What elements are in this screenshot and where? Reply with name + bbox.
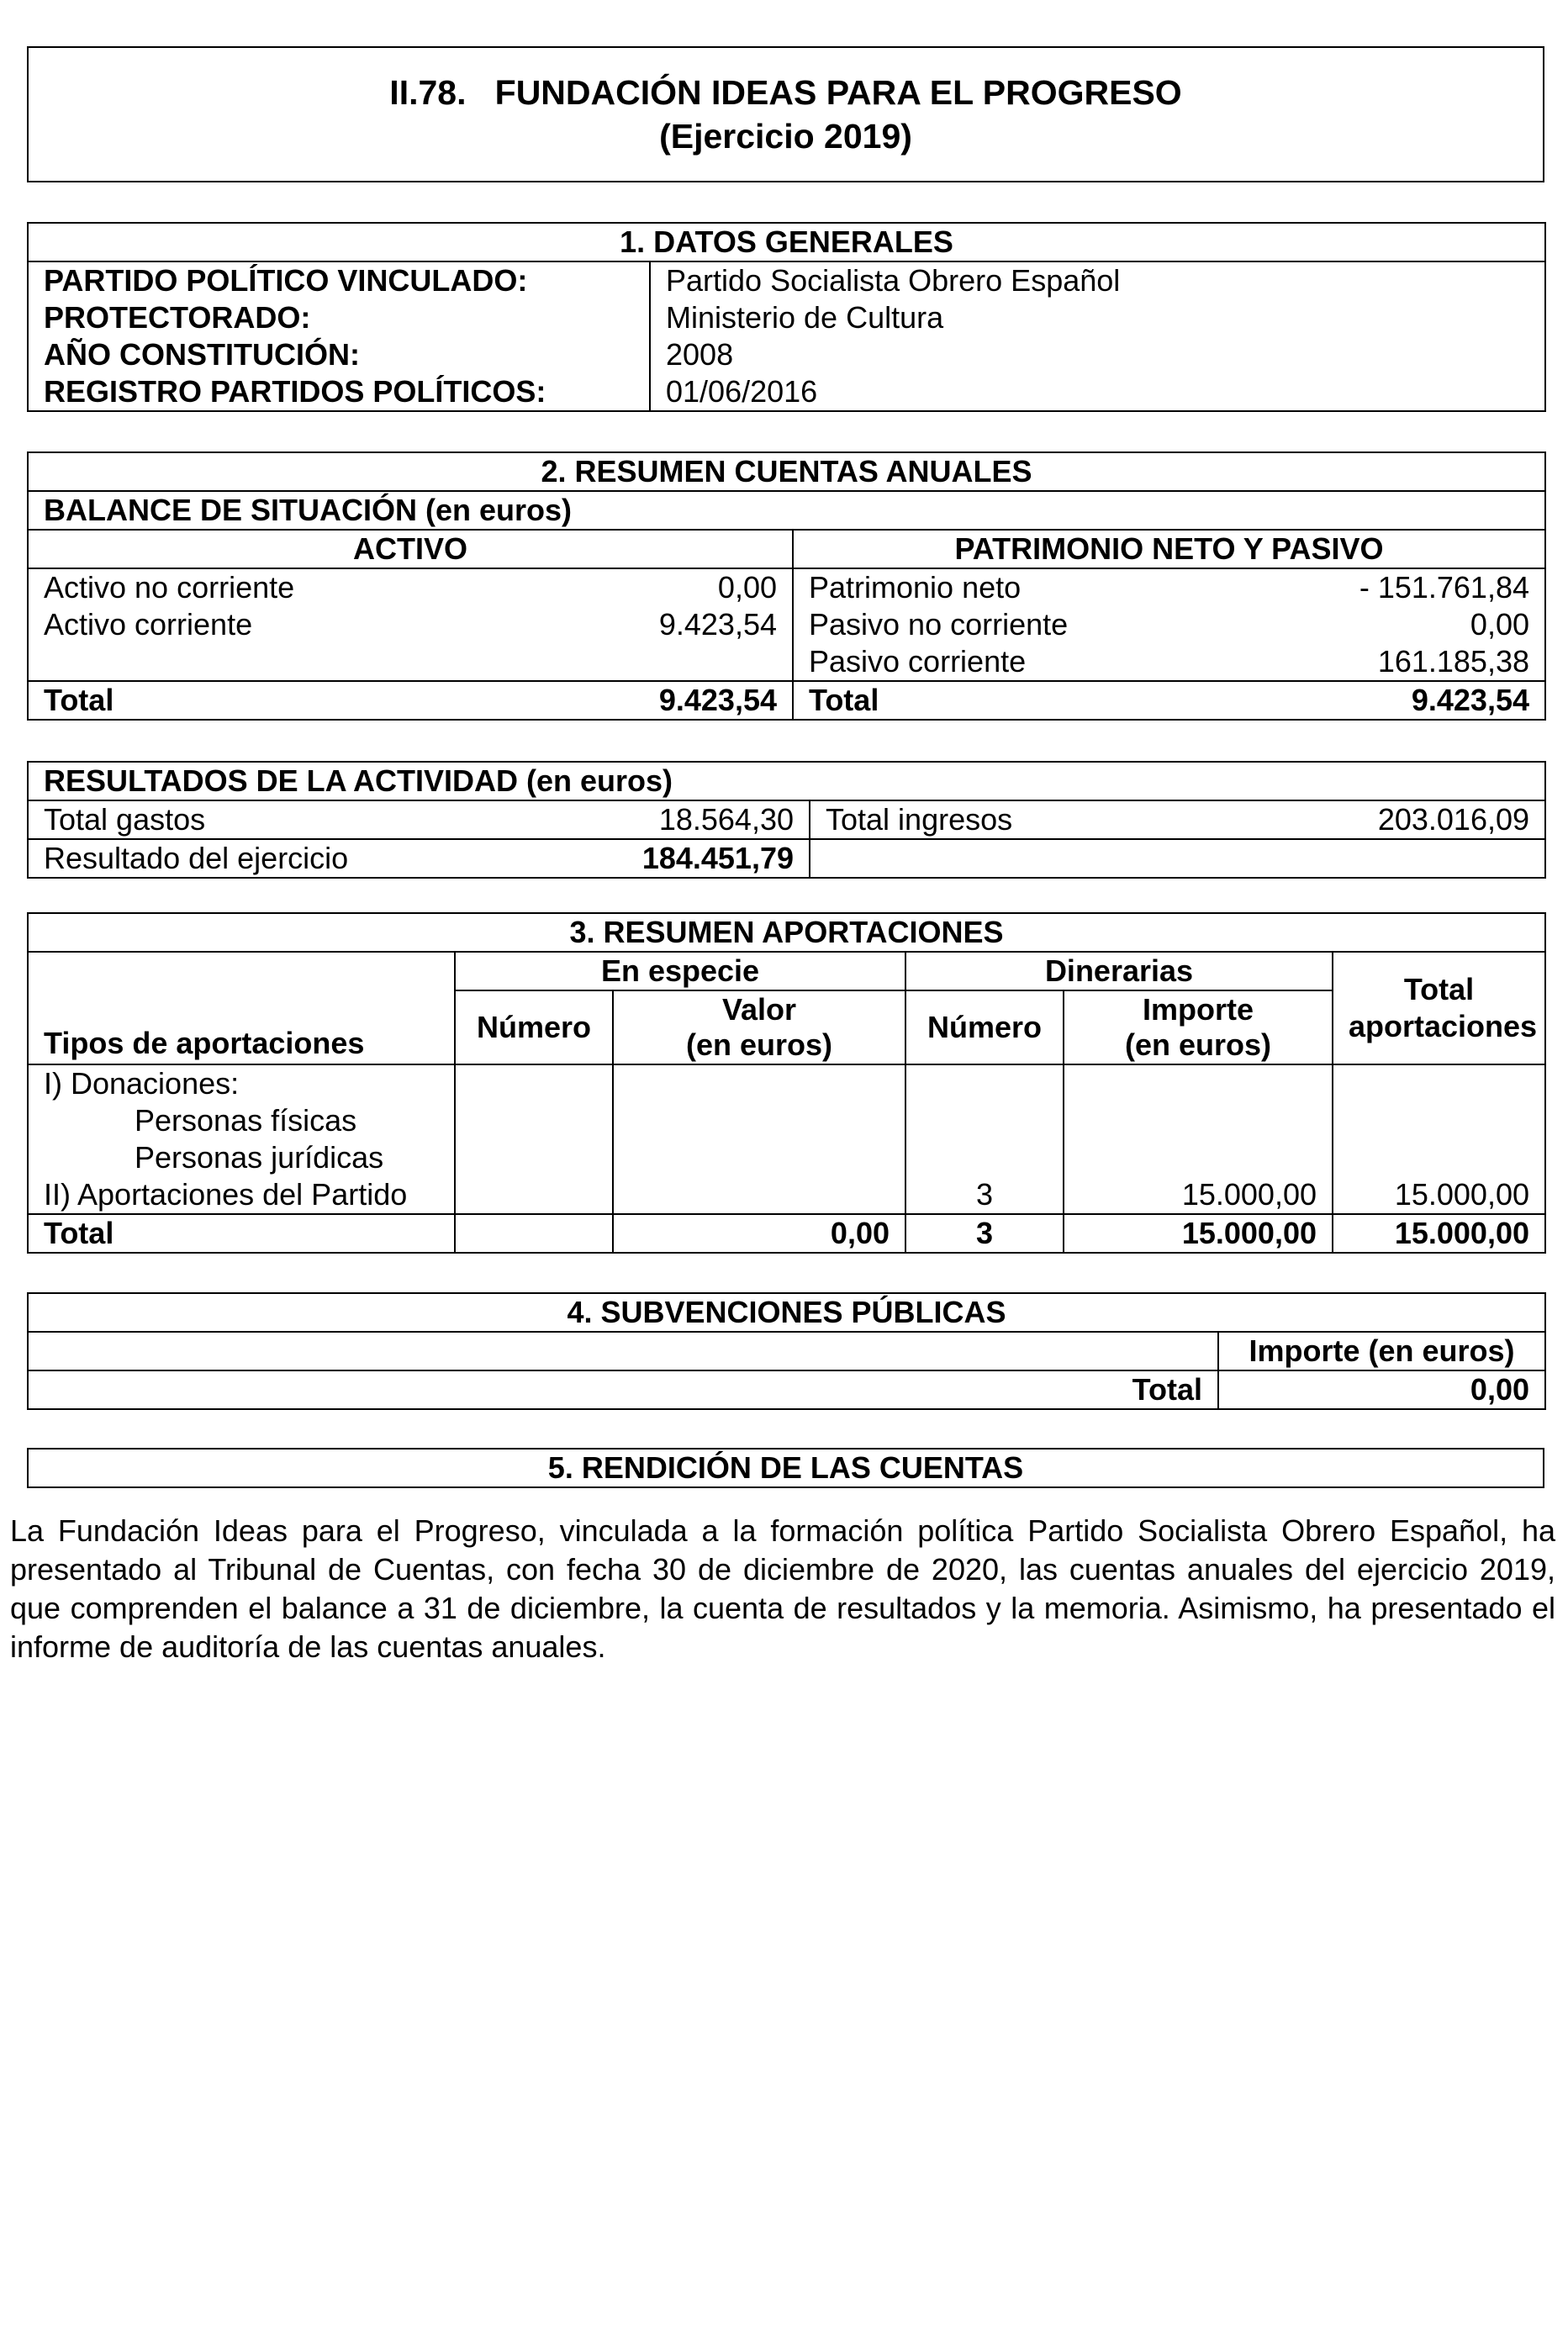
aportacion-en-val — [613, 1102, 905, 1139]
datos-label: PARTIDO POLÍTICO VINCULADO: — [28, 261, 650, 299]
aportacion-di-imp — [1064, 1139, 1333, 1176]
activo-value: 0,00 — [524, 568, 793, 606]
balance-table — [27, 451, 1546, 721]
datos-value: Ministerio de Cultura — [650, 299, 1545, 336]
en-especie-numero-header: Número — [455, 990, 613, 1064]
resultado-label: Resultado del ejercicio — [28, 839, 524, 878]
aportaciones-heading: 3. RESUMEN APORTACIONES — [28, 913, 1545, 952]
datos-value: 2008 — [650, 336, 1545, 373]
pasivo-label: Pasivo corriente — [793, 643, 1297, 681]
dinerarias-header: Dinerarias — [905, 952, 1333, 990]
aportacion-en-num — [455, 1139, 613, 1176]
activo-label: Activo no corriente — [28, 568, 524, 606]
subvenciones-importe-header: Importe (en euros) — [1218, 1332, 1545, 1370]
aportacion-di-imp — [1064, 1064, 1333, 1102]
aportacion-di-num — [905, 1139, 1064, 1176]
aportacion-en-val — [613, 1139, 905, 1176]
subvenciones-total-value: 0,00 — [1218, 1370, 1545, 1409]
activo-total-value: 9.423,54 — [524, 681, 793, 720]
aportaciones-total-di-imp: 15.000,00 — [1064, 1214, 1333, 1253]
aportacion-total: 15.000,00 — [1333, 1176, 1545, 1214]
aportaciones-total-label: Total — [28, 1214, 455, 1253]
pasivo-value: - 151.761,84 — [1297, 568, 1545, 606]
gastos-label: Total gastos — [28, 800, 524, 839]
aportacion-di-imp: 15.000,00 — [1064, 1176, 1333, 1214]
aportacion-di-imp — [1064, 1102, 1333, 1139]
importe-header: Importe (en euros) — [1064, 990, 1333, 1064]
title-box — [27, 46, 1544, 182]
activo-value: 9.423,54 — [524, 606, 793, 643]
en-especie-header: En especie — [455, 952, 905, 990]
datos-label: PROTECTORADO: — [28, 299, 650, 336]
valor-header: Valor (en euros) — [613, 990, 905, 1064]
resultados-table — [27, 761, 1546, 879]
aportacion-total — [1333, 1102, 1545, 1139]
aportaciones-table — [27, 912, 1546, 1254]
pasivo-total-label: Total — [793, 681, 1297, 720]
tipos-header: Tipos de aportaciones — [28, 952, 455, 1064]
aportacion-en-val — [613, 1064, 905, 1102]
aportaciones-total-di-num: 3 — [905, 1214, 1064, 1253]
datos-value: Partido Socialista Obrero Español — [650, 261, 1545, 299]
subvenciones-total-label: Total — [28, 1370, 1218, 1409]
resumen-cuentas-heading: 2. RESUMEN CUENTAS ANUALES — [28, 452, 1545, 491]
aportaciones-total-total: 15.000,00 — [1333, 1214, 1545, 1253]
pasivo-value: 161.185,38 — [1297, 643, 1545, 681]
aportacion-en-num — [455, 1176, 613, 1214]
datos-label: AÑO CONSTITUCIÓN: — [28, 336, 650, 373]
aportacion-di-num: 3 — [905, 1176, 1064, 1214]
total-aportaciones-header: Total aportaciones — [1333, 952, 1545, 1064]
pasivo-header: PATRIMONIO NETO Y PASIVO — [793, 530, 1545, 568]
gastos-value: 18.564,30 — [524, 800, 810, 839]
ingresos-value: 203.016,09 — [1280, 800, 1545, 839]
activo-label — [28, 643, 524, 681]
aportaciones-total-en-num — [455, 1214, 613, 1253]
document-title: II.78. FUNDACIÓN IDEAS PARA EL PROGRESO — [389, 73, 1182, 112]
aportacion-label: Personas jurídicas — [28, 1139, 455, 1176]
resultados-title: RESULTADOS DE LA ACTIVIDAD (en euros) — [28, 762, 1545, 800]
pasivo-label: Pasivo no corriente — [793, 606, 1297, 643]
aportacion-en-val — [613, 1176, 905, 1214]
datos-generales-heading: 1. DATOS GENERALES — [28, 223, 1545, 261]
resultado-empty-cell — [810, 839, 1545, 878]
activo-value — [524, 643, 793, 681]
activo-total-label: Total — [28, 681, 524, 720]
aportacion-di-num — [905, 1102, 1064, 1139]
aportacion-label: I) Donaciones: — [28, 1064, 455, 1102]
aportacion-label: II) Aportaciones del Partido — [28, 1176, 455, 1214]
subvenciones-table — [27, 1292, 1546, 1410]
aportaciones-total-en-val: 0,00 — [613, 1214, 905, 1253]
rendicion-paragraph: La Fundación Ideas para el Progreso, vinculada a la formación política Partido Socialista Obrero Español, ha presentado al Tribunal de Cuentas, con fecha 30 de diciembre de 2020, las cuentas anuales del ejercicio 2019, que comprenden el balance a 31 de diciembre, la cuenta de resultados y la memoria. Asimismo, ha presentado el informe de auditoría de las cuentas anuales. — [10, 1513, 1555, 1664]
balance-title: BALANCE DE SITUACIÓN (en euros) — [28, 491, 1545, 530]
resultado-value: 184.451,79 — [524, 839, 810, 878]
ingresos-label: Total ingresos — [810, 800, 1280, 839]
pasivo-label: Patrimonio neto — [793, 568, 1297, 606]
aportacion-di-num — [905, 1064, 1064, 1102]
aportacion-en-num — [455, 1064, 613, 1102]
datos-value: 01/06/2016 — [650, 373, 1545, 411]
activo-label: Activo corriente — [28, 606, 524, 643]
datos-label: REGISTRO PARTIDOS POLÍTICOS: — [28, 373, 650, 411]
rendicion-table — [27, 1448, 1544, 1488]
dinerarias-numero-header: Número — [905, 990, 1064, 1064]
datos-generales-table — [27, 222, 1546, 412]
document-subtitle: (Ejercicio 2019) — [659, 117, 912, 156]
subvenciones-heading: 4. SUBVENCIONES PÚBLICAS — [28, 1293, 1545, 1332]
pasivo-value: 0,00 — [1297, 606, 1545, 643]
activo-header: ACTIVO — [28, 530, 793, 568]
aportacion-total — [1333, 1139, 1545, 1176]
pasivo-total-value: 9.423,54 — [1297, 681, 1545, 720]
aportacion-total — [1333, 1064, 1545, 1102]
rendicion-heading: 5. RENDICIÓN DE LAS CUENTAS — [28, 1449, 1544, 1487]
subvenciones-empty-cell — [28, 1332, 1218, 1370]
aportacion-en-num — [455, 1102, 613, 1139]
aportacion-label: Personas físicas — [28, 1102, 455, 1139]
